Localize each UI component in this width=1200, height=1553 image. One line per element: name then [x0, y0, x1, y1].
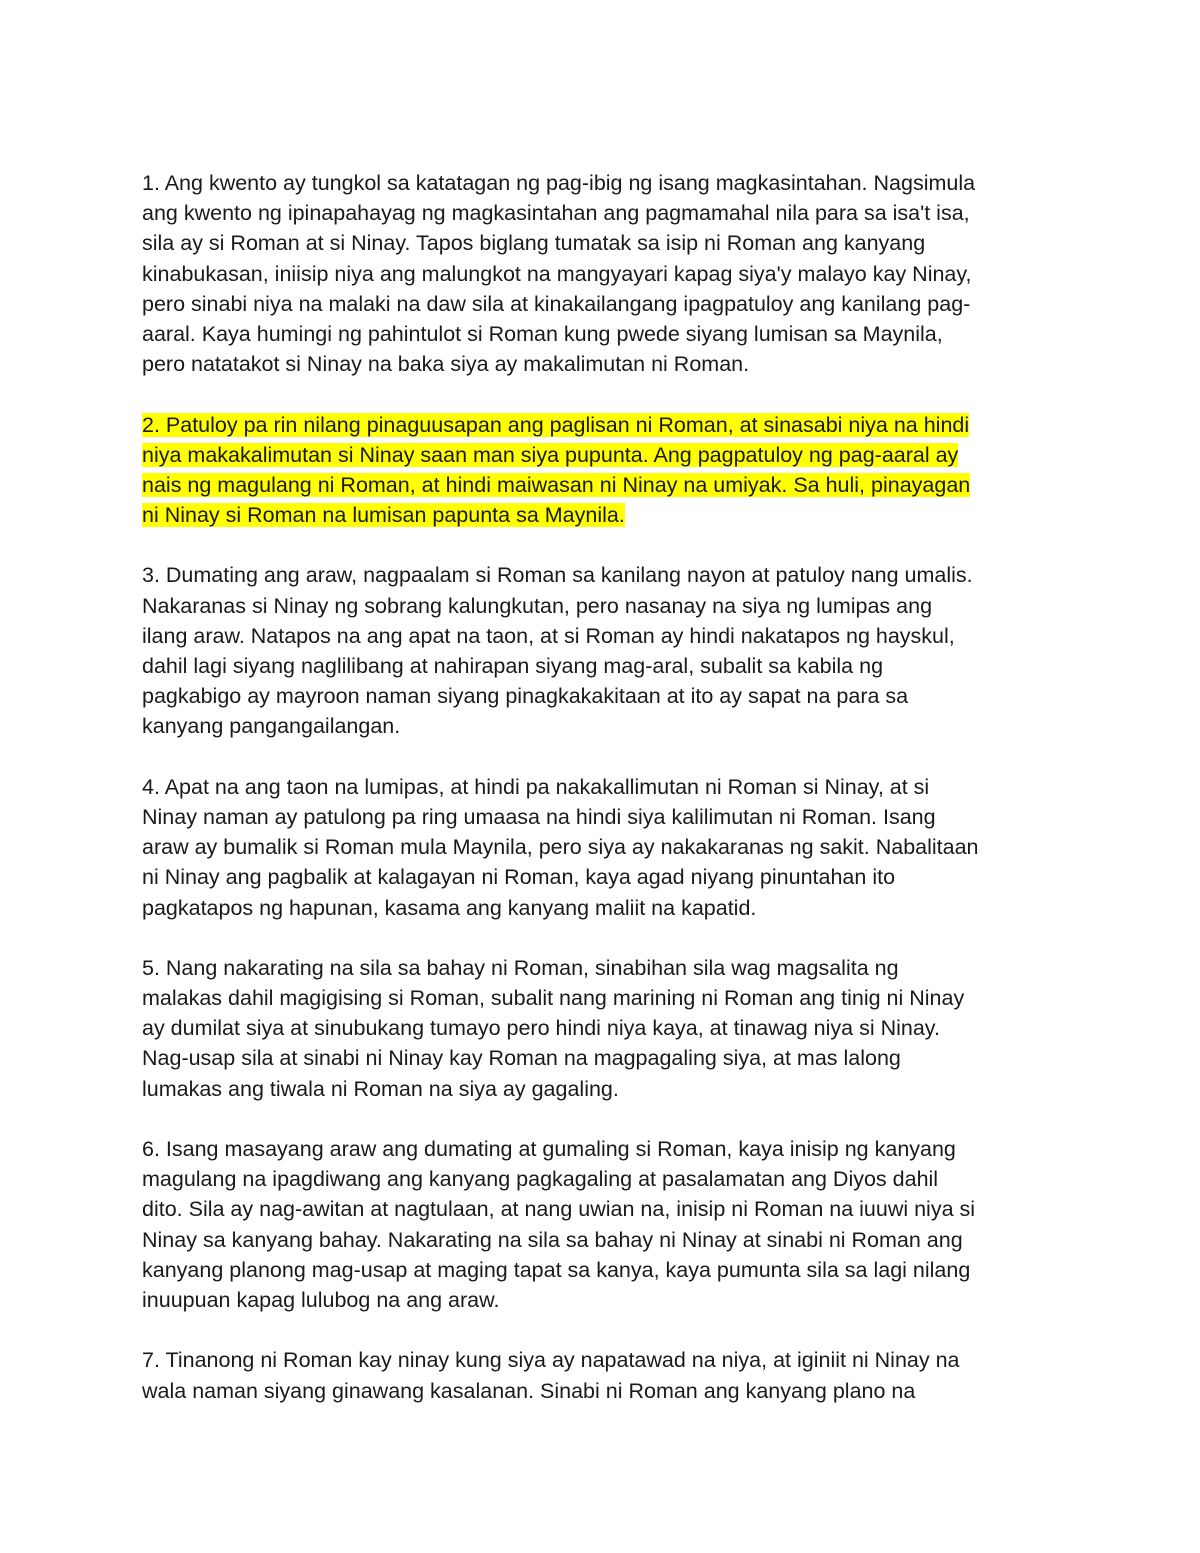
- text-line: ilang araw. Natapos na ang apat na taon, at si Roman ay hindi nakatapos ng hayskul,: [142, 623, 955, 648]
- paragraph-5: [142, 953, 1062, 1104]
- highlighted-text-line: nais ng magulang ni Roman, at hindi maiwasan ni Ninay na umiyak. Sa huli, pinayagan: [142, 472, 971, 497]
- text-line: 7. Tinanong ni Roman kay ninay kung siya ay napatawad na niya, at iginiit ni Ninay na: [142, 1348, 960, 1373]
- text-line: dahil lagi siyang naglilibang at nahirapan siyang mag-aral, subalit sa kabila ng: [142, 654, 884, 678]
- text-line: Nakaranas si Ninay ng sobrang kalungkutan, pero nasanay na siya ng lumipas ang: [142, 593, 933, 618]
- highlighted-text-line: ni Ninay si Roman na lumisan papunta sa Maynila.: [142, 503, 625, 528]
- paragraph-4: [142, 772, 1062, 923]
- text-line: Ninay sa kanyang bahay. Nakarating na sila sa bahay ni Ninay at sinabi ni Roman ang: [142, 1227, 963, 1252]
- highlighted-text-line: niya makakalimutan si Ninay saan man siya pupunta. Ang pagpatuloy ng pag-aaral ay: [142, 442, 959, 467]
- text-line: Nag-usap sila at sinabi ni Ninay kay Roman na magpagaling siya, at mas lalong: [142, 1046, 901, 1071]
- text-line: malakas dahil magigising si Roman, subalit nang marining ni Roman ang tinig ni Ninay: [142, 986, 965, 1011]
- highlighted-text-line: 2. Patuloy pa rin nilang pinaguusapan ang paglisan ni Roman, at sinasabi niya na hindi: [142, 412, 970, 437]
- text-line: pero sinabi niya na malaki na daw sila at kinakailangang ipagpatuloy ang kanilang pag-: [142, 291, 971, 316]
- text-line: kanyang planong mag-usap at maging tapat sa kanya, kaya pumunta sila sa lagi nilang: [142, 1257, 971, 1282]
- text-line: pagkatapos ng hapunan, kasama ang kanyang maliit na kapatid.: [142, 895, 757, 920]
- text-line: dito. Sila ay nag-awitan at nagtulaan, at nang uwian na, inisip ni Roman na iuuwi niya si: [142, 1197, 976, 1222]
- text-line: pagkabigo ay mayroon naman siyang pinagkakakitaan at ito ay sapat na para sa: [142, 684, 909, 709]
- paragraph-6: [142, 1134, 1062, 1315]
- text-line: wala naman siyang ginawang kasalanan. Sinabi ni Roman ang kanyang plano na: [142, 1378, 916, 1403]
- document-body: [142, 168, 1062, 1436]
- paragraph-2-highlighted: [142, 410, 1062, 531]
- text-line: araw ay bumalik si Roman mula Maynila, pero siya ay nakakaranas ng sakit. Nabalitaan: [142, 835, 979, 860]
- text-line: aaral. Kaya humingi ng pahintulot si Roman kung pwede siyang lumisan sa Maynila,: [142, 321, 943, 346]
- text-line: ang kwento ng ipinapahayag ng magkasintahan ang pagmamahal nila para sa isa't isa,: [142, 201, 970, 226]
- text-line: ni Ninay ang pagbalik at kalagayan ni Roman, kaya agad niyang pinuntahan ito: [142, 865, 896, 890]
- paragraph-7: [142, 1345, 1062, 1405]
- text-line: magulang na ipagdiwang ang kanyang pagkagaling at pasalamatan ang Diyos dahil: [142, 1167, 939, 1192]
- text-line: 3. Dumating ang araw, nagpaalam si Roman sa kanilang nayon at patuloy nang umalis.: [142, 563, 973, 588]
- text-line: pero natatakot si Ninay na baka siya ay makalimutan ni Roman.: [142, 352, 750, 377]
- text-line: 6. Isang masayang araw ang dumating at gumaling si Roman, kaya inisip ng kanyang: [142, 1137, 956, 1161]
- paragraph-3: [142, 560, 1062, 741]
- text-line: lumakas ang tiwala ni Roman na siya ay gagaling.: [142, 1076, 619, 1101]
- text-line: Ninay naman ay patulong pa ring umaasa na hindi siya kalilimutan ni Roman. Isang: [142, 804, 936, 829]
- paragraph-1: [142, 168, 1062, 379]
- text-line: inuupuan kapag lulubog na ang araw.: [142, 1287, 500, 1312]
- text-line: ay dumilat siya at sinubukang tumayo pero hindi niya kaya, at tinawag niya si Ninay.: [142, 1016, 940, 1041]
- text-line: 4. Apat na ang taon na lumipas, at hindi pa nakakallimutan ni Roman si Ninay, at si: [142, 774, 930, 799]
- text-line: kanyang pangangailangan.: [142, 714, 401, 739]
- text-line: sila ay si Roman at si Ninay. Tapos biglang tumatak sa isip ni Roman ang kanyang: [142, 231, 926, 256]
- text-line: 5. Nang nakarating na sila sa bahay ni Roman, sinabihan sila wag magsalita ng: [142, 955, 899, 980]
- text-line: 1. Ang kwento ay tungkol sa katatagan ng pag-ibig ng isang magkasintahan. Nagsimula: [142, 171, 976, 195]
- text-line: kinabukasan, iniisip niya ang malungkot na mangyayari kapag siya'y malayo kay Ninay,: [142, 261, 972, 286]
